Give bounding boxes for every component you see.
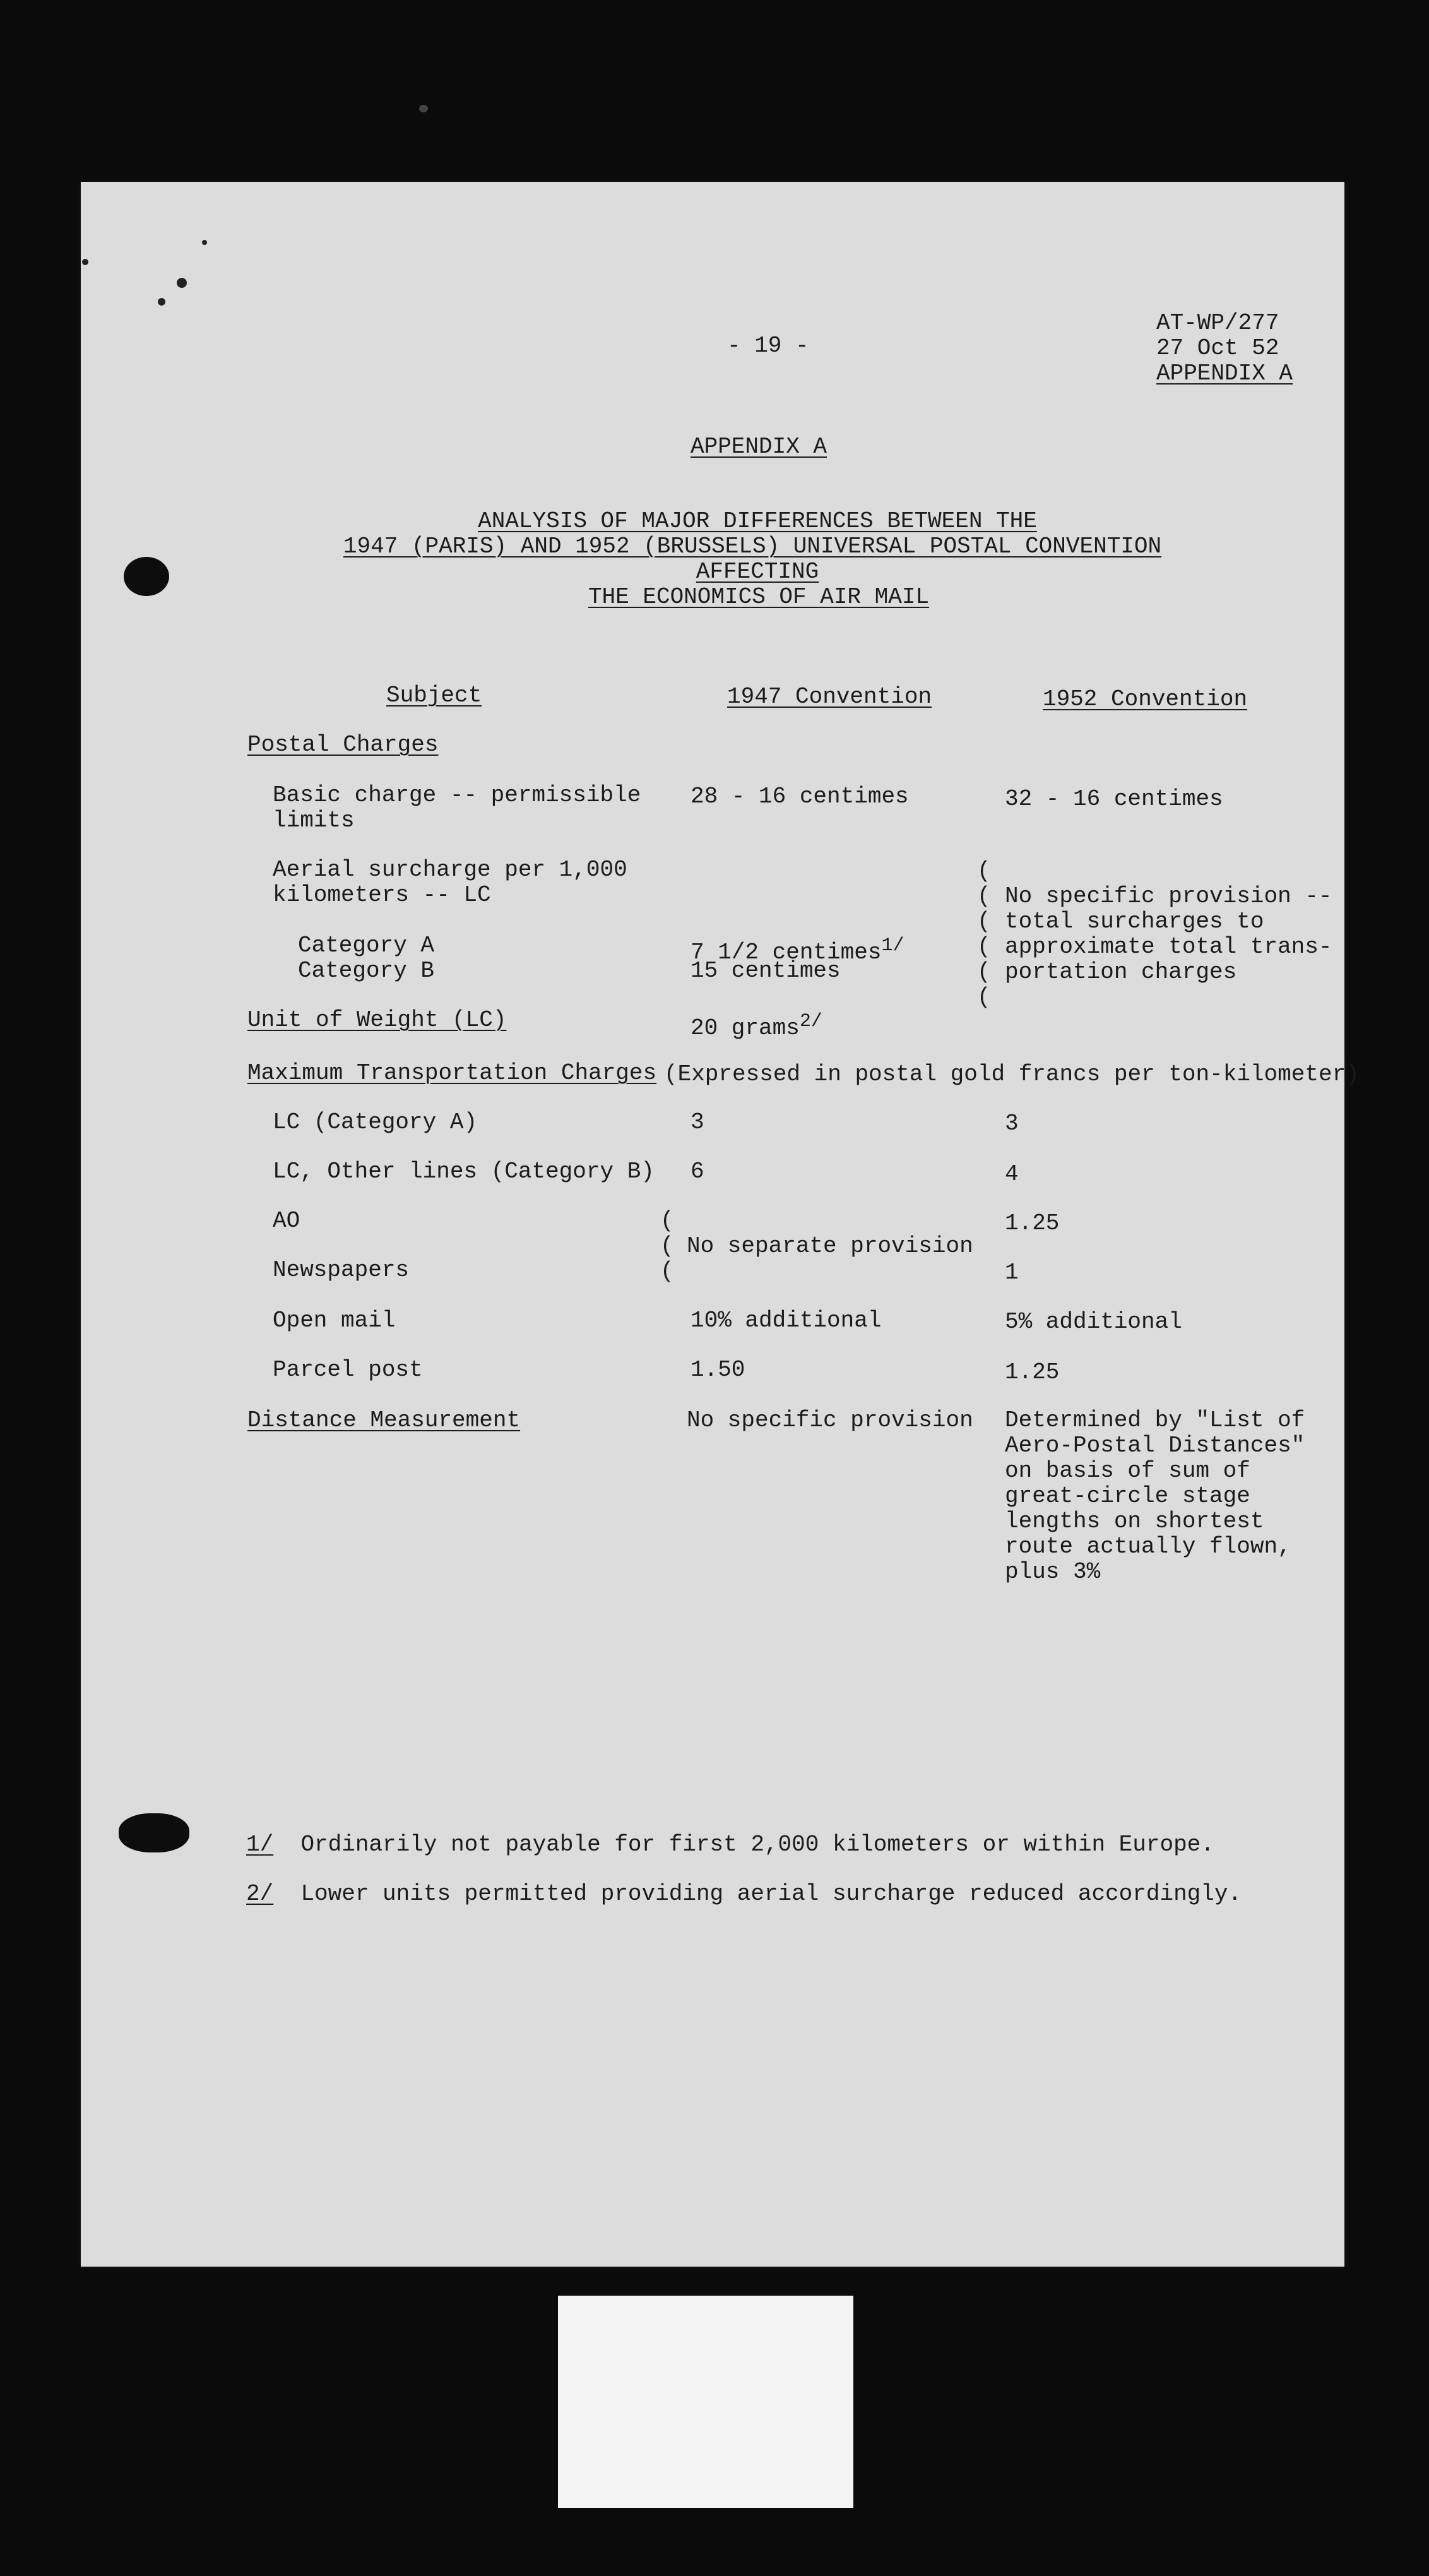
row-label-lc-cat-a: LC (Category A)	[273, 1109, 478, 1135]
footnote-2-text: Lower units permitted providing aerial surcharge reduced accordingly.	[300, 1881, 1242, 1907]
speck	[419, 105, 428, 112]
title-line-1: ANALYSIS OF MAJOR DIFFERENCES BETWEEN THE	[478, 508, 1037, 534]
appendix-reference: APPENDIX A	[1156, 361, 1293, 386]
category-b-1947: 15 centimes	[691, 958, 841, 984]
title-line-3: AFFECTING	[696, 559, 819, 585]
unit-of-weight-1947-value: 20 grams	[691, 1015, 800, 1041]
footnote-ref-1: 1/	[881, 935, 904, 957]
row-1947-lc-cat-a: 3	[691, 1109, 704, 1135]
row-1952-open-mail: 5% additional	[1005, 1309, 1182, 1335]
row-1952-lc-cat-a: 3	[1005, 1111, 1019, 1136]
category-a-1947-value: 7 1/2 centimes	[691, 939, 882, 965]
basic-charge-label: Basic charge -- permissible limits	[273, 782, 641, 833]
row-1952-lc-other: 4	[1005, 1161, 1019, 1187]
speck	[82, 259, 88, 265]
footnote-1-mark: 1/	[246, 1832, 274, 1857]
unit-of-weight-1947	[691, 1009, 822, 1041]
row-label-newspapers: Newspapers	[273, 1257, 410, 1283]
no-separate-provision: No separate provision	[687, 1233, 973, 1259]
distance-1947: No specific provision	[687, 1407, 973, 1433]
row-1952-ao: 1.25	[1005, 1210, 1060, 1236]
row-1952-newspapers: 1	[1005, 1260, 1019, 1285]
film-label-card	[558, 2296, 853, 2508]
basic-charge-1952: 32 - 16 centimes	[1005, 786, 1223, 812]
expressed-note: (Expressed in postal gold francs per ton-kilometer)	[664, 1061, 1360, 1087]
column-header-1952: 1952 Convention	[1043, 686, 1248, 712]
column-header-subject: Subject	[386, 683, 482, 708]
row-label-open-mail: Open mail	[273, 1308, 396, 1333]
row-1947-open-mail: 10% additional	[691, 1308, 882, 1333]
aerial-surcharge-label: Aerial surcharge per 1,000 kilometers -- LC	[273, 857, 627, 908]
title-line-4: THE ECONOMICS OF AIR MAIL	[588, 584, 930, 610]
row-label-lc-other: LC, Other lines (Category B)	[273, 1159, 655, 1184]
footnote-1	[246, 1832, 1214, 1857]
bracket-1952: ( ( ( ( ( (	[977, 858, 991, 1010]
category-a-label: Category A	[298, 933, 435, 958]
section-max-transport: Maximum Transportation Charges	[247, 1060, 657, 1086]
speck	[177, 278, 187, 288]
document-page	[81, 182, 1344, 2267]
section-distance: Distance Measurement	[247, 1407, 521, 1433]
page-number: - 19 -	[727, 333, 809, 359]
unit-of-weight-label: Unit of Weight (LC)	[247, 1007, 507, 1033]
appendix-title: APPENDIX A	[691, 434, 827, 460]
speck	[202, 240, 207, 245]
title-line-2: 1947 (PARIS) AND 1952 (BRUSSELS) UNIVERSAL POSTAL CONVENTION	[343, 534, 1162, 559]
row-1952-parcel-post: 1.25	[1005, 1359, 1060, 1385]
footnote-2	[246, 1881, 1242, 1907]
row-label-ao: AO	[273, 1208, 300, 1234]
document-date: 27 Oct 52	[1156, 335, 1279, 361]
footnote-ref-2: 2/	[799, 1011, 822, 1032]
row-label-parcel-post: Parcel post	[273, 1357, 423, 1383]
basic-charge-1947: 28 - 16 centimes	[691, 784, 909, 809]
row-1947-parcel-post: 1.50	[691, 1357, 745, 1383]
footnote-1-text: Ordinarily not payable for first 2,000 kilometers or within Europe.	[300, 1832, 1214, 1857]
column-header-1947: 1947 Convention	[727, 684, 932, 710]
distance-1952: Determined by "List of Aero-Postal Distances" on basis of sum of great-circle stage lengths on shortest route actually flown, plus 3%	[1005, 1407, 1305, 1585]
row-1947-lc-other: 6	[691, 1159, 704, 1184]
aerial-surcharge-1952: No specific provision -- total surcharges to approximate total trans- portation charges	[1005, 883, 1332, 985]
footnote-2-mark: 2/	[246, 1881, 274, 1907]
bracket-1947: ( ( (	[660, 1208, 674, 1284]
punch-hole-bottom	[119, 1813, 189, 1852]
speck	[158, 298, 165, 306]
document-reference: AT-WP/277	[1156, 310, 1279, 336]
category-b-label: Category B	[298, 958, 435, 984]
section-postal-charges: Postal Charges	[247, 732, 439, 758]
